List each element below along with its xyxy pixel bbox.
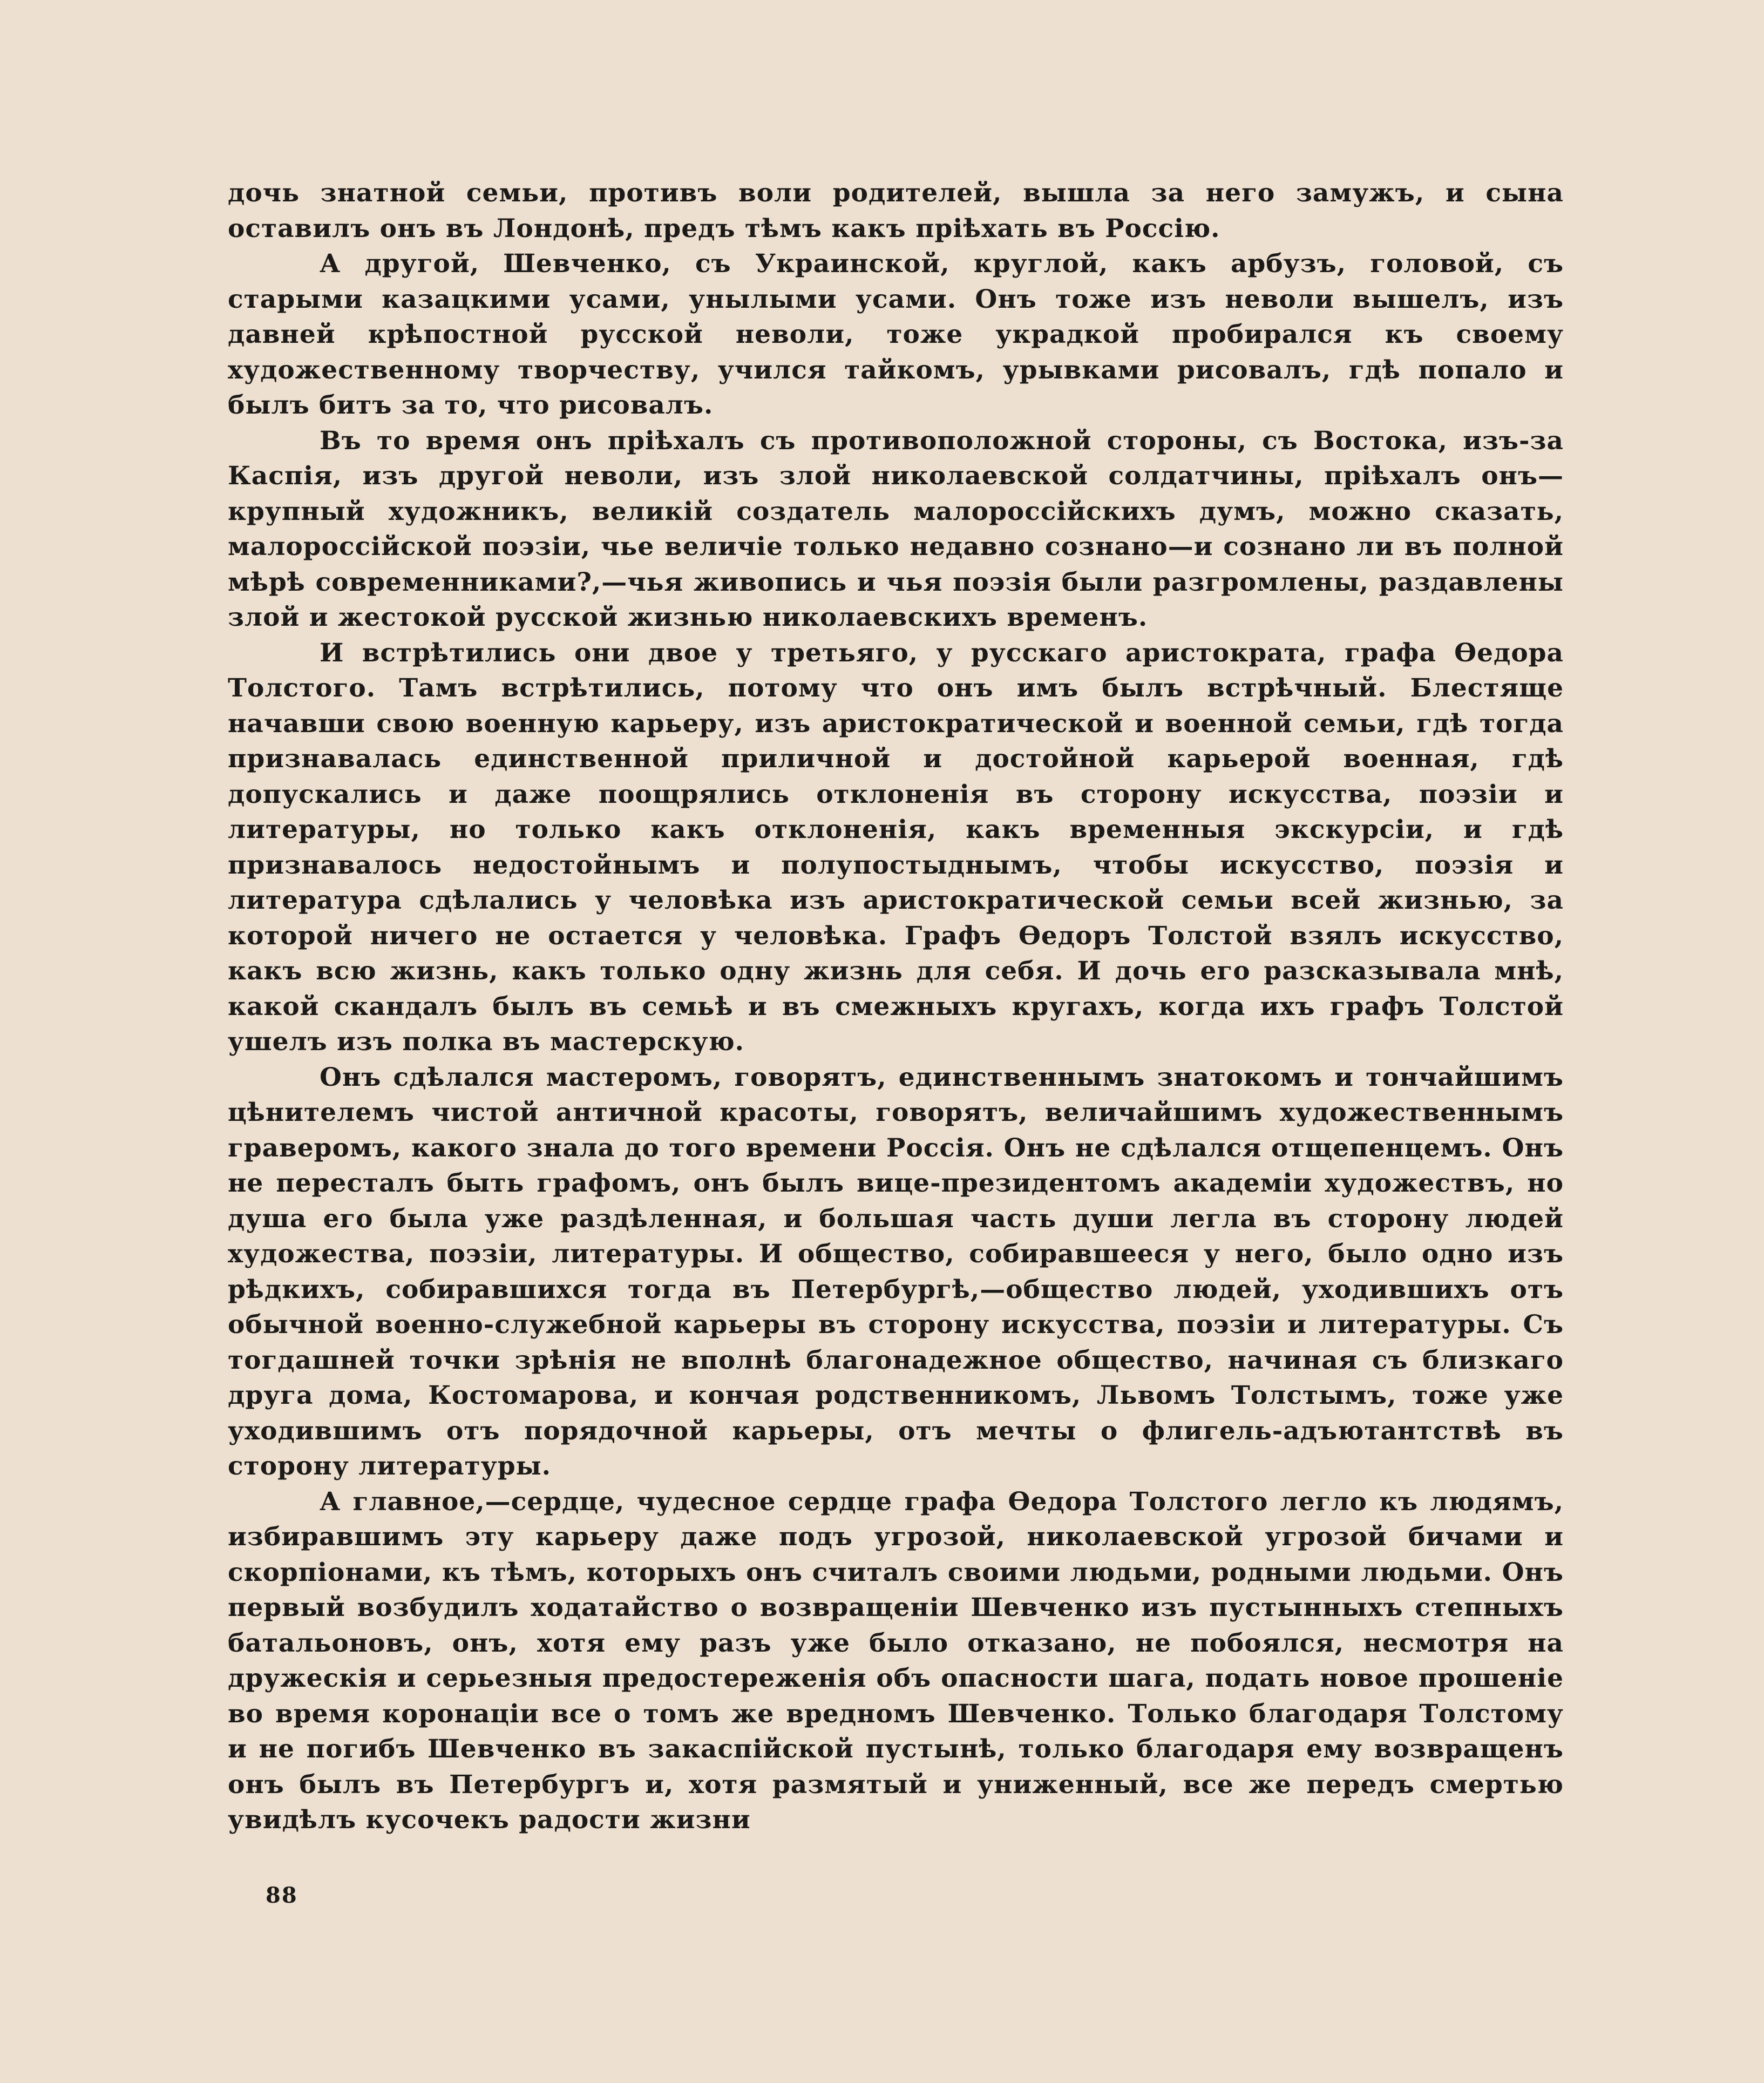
paragraph-6: А главное,—сердце, чудесное сердце графа Ѳедора Толстого легло къ людямъ, избиравшимъ эту карьеру даже подъ угрозой, николаевской угрозой бичами и скорпіонами, къ тѣмъ, которыхъ онъ считалъ своими людьми, родными людьми. Онъ первый возбудилъ ходатайство о возвращеніи Шевченко изъ пустынныхъ степныхъ батальоновъ, онъ, хотя ему разъ уже было отказано, не побоялся, несмотря на дружескія и серьезныя предостереженія объ опасности шага, подать новое прошеніе во время коронаціи все о томъ же вредномъ Шевченко. Только благодаря Толстому и не погибъ Шевченко въ закаспійской пустынѣ, только благодаря ему возвращенъ онъ былъ въ Петербургъ и, хотя размятый и униженный, все же передъ смертью увидѣлъ кусочекъ радости жизни bbox=[228, 1486, 1564, 1835]
paragraph-2: А другой, Шевченко, съ Украинской, круглой, какъ арбузъ, головой, съ старыми казацкими усами, унылыми усами. Онъ тоже изъ неволи вышелъ, изъ давней крѣпостной русской неволи, тоже украдкой пробирался къ своему художественному творчеству, учился тайкомъ, урывками рисовалъ, гдѣ попало и былъ битъ за то, что рисовалъ. bbox=[228, 249, 1564, 420]
page-number: 88 bbox=[266, 1883, 298, 1908]
paragraph-5: Онъ сдѣлался мастеромъ, говорятъ, единственнымъ знатокомъ и тончайшимъ цѣнителемъ чистой античной красоты, говорятъ, величайшимъ художественнымъ граверомъ, какого знала до того времени Россія. Онъ не сдѣлался отщепенцемъ. Онъ не пересталъ быть графомъ, онъ былъ вице-президентомъ академіи художествъ, но душа его была уже раздѣленная, и большая часть души легла въ сторону людей художества, поэзіи, литературы. И общество, собиравшееся у него, было одно изъ рѣдкихъ, собиравшихся тогда въ Петербургѣ,—общество людей, уходившихъ отъ обычной военно-служебной карьеры въ сторону искусства, поэзіи и литературы. Съ тогдашней точки зрѣнія не вполнѣ благонадежное общество, начиная съ близкаго друга дома, Костомарова, и кончая родственникомъ, Львомъ Толстымъ, тоже уже уходившимъ отъ порядочной карьеры, отъ мечты о флигель-адъютантствѣ въ сторону литературы. bbox=[228, 1062, 1564, 1481]
paragraph-1: дочь знатной семьи, противъ воли родителей, вышла за него замужъ, и сына оставилъ онъ въ Лондонѣ, предъ тѣмъ какъ пріѣхать въ Россію. bbox=[228, 178, 1564, 244]
paragraph-4: И встрѣтились они двое у третьяго, у русскаго аристократа, графа Ѳедора Толстого. Тамъ встрѣтились, потому что онъ имъ былъ встрѣчный. Блестяще начавши свою военную карьеру, изъ аристократической и военной семьи, гдѣ тогда признавалась единственной приличной и достойной карьерой военная, гдѣ допускались и даже поощрялись отклоненія въ сторону искусства, поэзіи и литературы, но только какъ отклоненія, какъ временныя экскурсіи, и гдѣ признавалось недостойнымъ и полупостыднымъ, чтобы искусство, поэзія и литература сдѣлались у человѣка изъ аристократической семьи всей жизнью, за которой ничего не остается у человѣка. Графъ Ѳедоръ Толстой взялъ искусство, какъ всю жизнь, какъ только одну жизнь для себя. И дочь его разсказывала мнѣ, какой скандалъ былъ въ семьѣ и въ смежныхъ кругахъ, когда ихъ графъ Толстой ушелъ изъ полка въ мастерскую. bbox=[228, 638, 1564, 1057]
paragraph-3: Въ то время онъ пріѣхалъ съ противоположной стороны, съ Востока, изъ-за Каспія, изъ другой неволи, изъ злой николаевской солдатчины, пріѣхалъ онъ— крупный художникъ, великій создатель малороссійскихъ думъ, можно сказать, малороссійской поэзіи, чье величіе только недавно сознано—и сознано ли въ полной мѣрѣ современниками?,—чья живопись и чья поэзія были разгромлены, раздавлены злой и жестокой русской жизнью николаевскихъ временъ. bbox=[228, 425, 1564, 632]
body-text bbox=[228, 175, 1564, 1838]
